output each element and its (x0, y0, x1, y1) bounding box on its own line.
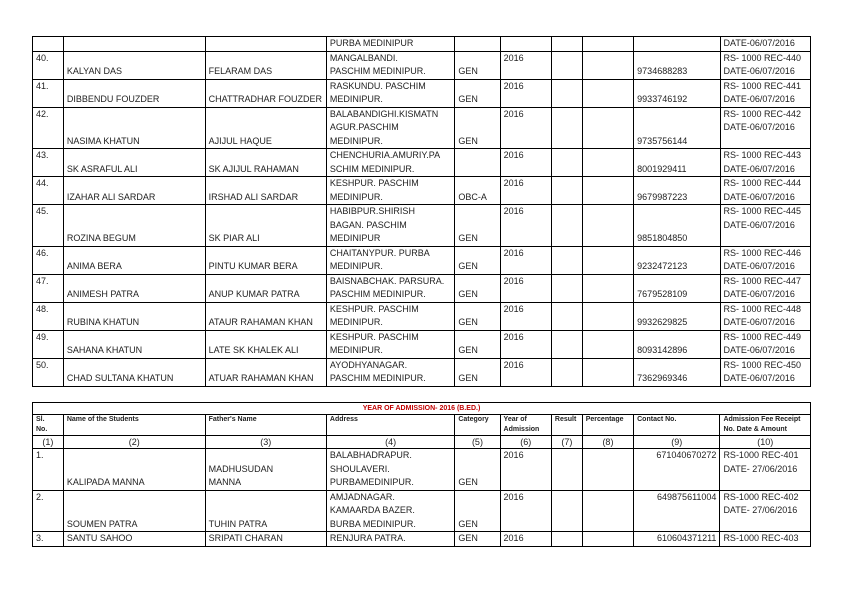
category-cell: GEN (455, 107, 500, 149)
admission-2016-table (32, 402, 811, 547)
percentage-cell (582, 330, 633, 358)
category-cell: GEN (455, 51, 500, 79)
table-row (33, 449, 811, 491)
percentage-cell (582, 205, 633, 247)
table-row (33, 107, 811, 149)
father-name-cell: AJIJUL HAQUE (205, 107, 326, 149)
admission-year-cell: 2016 (500, 330, 551, 358)
contact-cell: 671040670272 (634, 449, 720, 491)
contact-cell: 9933746192 (634, 79, 720, 107)
serial-number-cell: 47. (33, 274, 64, 302)
receipt-cell: RS- 1000 REC-440 DATE-06/07/2016 (720, 51, 811, 79)
receipt-cell: RS-1000 REC-403 (720, 532, 811, 547)
table-title: YEAR OF ADMISSION- 2016 (B.ED.) (33, 403, 811, 415)
column-number: (7) (551, 436, 582, 449)
father-name-cell: PINTU KUMAR BERA (205, 246, 326, 274)
student-name-cell: ANIMA BERA (63, 246, 205, 274)
result-cell (551, 532, 582, 547)
column-header: Address (326, 415, 454, 436)
serial-number-cell: 48. (33, 302, 64, 330)
result-cell (551, 149, 582, 177)
column-number: (2) (63, 436, 205, 449)
serial-number-cell: 1. (33, 449, 64, 491)
column-number: (3) (205, 436, 326, 449)
address-cell: RENJURA PATRA. (326, 532, 454, 547)
address-cell: AMJADNAGAR. KAMAARDA BAZER. BURBA MEDINIPUR. (326, 490, 454, 532)
admission-year-cell: 2016 (500, 302, 551, 330)
category-cell: OBC-A (455, 177, 500, 205)
column-number: (8) (582, 436, 633, 449)
student-name-cell: RUBINA KHATUN (63, 302, 205, 330)
column-header: Admission Fee Receipt No. Date & Amount (720, 415, 811, 436)
category-cell: GEN (455, 532, 500, 547)
receipt-cell: RS- 1000 REC-450 DATE-06/07/2016 (720, 358, 811, 386)
table-row (33, 177, 811, 205)
column-number: (4) (326, 436, 454, 449)
category-cell: GEN (455, 490, 500, 532)
contact-cell: 9679987223 (634, 177, 720, 205)
student-name-cell: NASIMA KHATUN (63, 107, 205, 149)
admission-year-cell: 2016 (500, 532, 551, 547)
father-name-cell: IRSHAD ALI SARDAR (205, 177, 326, 205)
receipt-cell: RS- 1000 REC-449 DATE-06/07/2016 (720, 330, 811, 358)
serial-number-cell: 42. (33, 107, 64, 149)
contact-cell: 9232472123 (634, 246, 720, 274)
result-cell (551, 51, 582, 79)
student-name-cell: ROZINA BEGUM (63, 205, 205, 247)
column-number: (9) (634, 436, 720, 449)
admission-year-cell: 2016 (500, 274, 551, 302)
student-name-cell (63, 37, 205, 52)
category-cell: GEN (455, 330, 500, 358)
receipt-cell: RS-1000 REC-401 DATE- 27/06/2016 (720, 449, 811, 491)
student-name-cell: SANTU SAHOO (63, 532, 205, 547)
percentage-cell (582, 449, 633, 491)
father-name-cell: SK AJIJUL RAHAMAN (205, 149, 326, 177)
contact-cell: 7679528109 (634, 274, 720, 302)
serial-number-cell: 43. (33, 149, 64, 177)
address-cell: KESHPUR. PASCHIM MEDINIPUR. (326, 330, 454, 358)
serial-number-cell (33, 37, 64, 52)
contact-cell (634, 37, 720, 52)
students-table-continued (32, 36, 811, 387)
admission-year-cell: 2016 (500, 205, 551, 247)
percentage-cell (582, 358, 633, 386)
result-cell (551, 107, 582, 149)
column-number: (1) (33, 436, 64, 449)
father-name-cell (205, 37, 326, 52)
table-row (33, 205, 811, 247)
address-cell: MANGALBANDI. PASCHIM MEDINIPUR. (326, 51, 454, 79)
table-row (33, 37, 811, 52)
address-cell: AYODHYANAGAR. PASCHIM MEDINIPUR. (326, 358, 454, 386)
address-cell: BALABHADRAPUR. SHOULAVERI. PURBAMEDINIPUR. (326, 449, 454, 491)
student-name-cell: SK ASRAFUL ALI (63, 149, 205, 177)
father-name-cell: FELARAM DAS (205, 51, 326, 79)
contact-cell: 610604371211 (634, 532, 720, 547)
father-name-cell: SK PIAR ALI (205, 205, 326, 247)
category-cell: GEN (455, 302, 500, 330)
student-name-cell: IZAHAR ALI SARDAR (63, 177, 205, 205)
percentage-cell (582, 51, 633, 79)
result-cell (551, 490, 582, 532)
serial-number-cell: 40. (33, 51, 64, 79)
receipt-cell: RS- 1000 REC-445 DATE-06/07/2016 (720, 205, 811, 247)
admission-year-cell (500, 37, 551, 52)
table-row (33, 274, 811, 302)
result-cell (551, 205, 582, 247)
father-name-cell: ANUP KUMAR PATRA (205, 274, 326, 302)
serial-number-cell: 3. (33, 532, 64, 547)
category-cell: GEN (455, 246, 500, 274)
address-cell: BAISNABCHAK. PARSURA. PASCHIM MEDINIPUR. (326, 274, 454, 302)
contact-cell: 9734688283 (634, 51, 720, 79)
result-cell (551, 177, 582, 205)
column-header: Category (455, 415, 500, 436)
category-cell (455, 37, 500, 52)
serial-number-cell: 2. (33, 490, 64, 532)
father-name-cell: SRIPATI CHARAN (205, 532, 326, 547)
column-number: (10) (720, 436, 811, 449)
column-header: Percentage (582, 415, 633, 436)
father-name-cell: CHATTRADHAR FOUZDER (205, 79, 326, 107)
result-cell (551, 449, 582, 491)
father-name-cell: LATE SK KHALEK ALI (205, 330, 326, 358)
father-name-cell: ATAUR RAHAMAN KHAN (205, 302, 326, 330)
percentage-cell (582, 532, 633, 547)
address-cell: PURBA MEDINIPUR (326, 37, 454, 52)
serial-number-cell: 49. (33, 330, 64, 358)
student-name-cell: KALYAN DAS (63, 51, 205, 79)
serial-number-cell: 50. (33, 358, 64, 386)
percentage-cell (582, 274, 633, 302)
table-row (33, 246, 811, 274)
result-cell (551, 79, 582, 107)
contact-cell: 9735756144 (634, 107, 720, 149)
address-cell: CHAITANYPUR. PURBA MEDINIPUR. (326, 246, 454, 274)
result-cell (551, 330, 582, 358)
result-cell (551, 37, 582, 52)
address-cell: CHENCHURIA.AMURIY.PA SCHIM MEDINIPUR. (326, 149, 454, 177)
address-cell: KESHPUR. PASCHIM MEDINIPUR. (326, 302, 454, 330)
receipt-cell: RS- 1000 REC-442 DATE-06/07/2016 (720, 107, 811, 149)
column-header: Name of the Students (63, 415, 205, 436)
address-cell: KESHPUR. PASCHIM MEDINIPUR. (326, 177, 454, 205)
percentage-cell (582, 107, 633, 149)
serial-number-cell: 45. (33, 205, 64, 247)
admission-year-cell: 2016 (500, 358, 551, 386)
category-cell: GEN (455, 274, 500, 302)
contact-cell: 8093142896 (634, 330, 720, 358)
student-name-cell: KALIPADA MANNA (63, 449, 205, 491)
address-cell: RASKUNDU. PASCHIM MEDINIPUR. (326, 79, 454, 107)
serial-number-cell: 44. (33, 177, 64, 205)
admission-year-cell: 2016 (500, 51, 551, 79)
receipt-cell: RS- 1000 REC-441 DATE-06/07/2016 (720, 79, 811, 107)
column-header: Result (551, 415, 582, 436)
address-cell: BALABANDIGHI.KISMATN AGUR.PASCHIM MEDINIPUR. (326, 107, 454, 149)
contact-cell: 9851804850 (634, 205, 720, 247)
father-name-cell: ATUAR RAHAMAN KHAN (205, 358, 326, 386)
student-name-cell: CHAD SULTANA KHATUN (63, 358, 205, 386)
table-row (33, 330, 811, 358)
table-row (33, 79, 811, 107)
category-cell: GEN (455, 449, 500, 491)
receipt-cell: RS- 1000 REC-448 DATE-06/07/2016 (720, 302, 811, 330)
receipt-cell: RS- 1000 REC-447 DATE-06/07/2016 (720, 274, 811, 302)
student-name-cell: DIBBENDU FOUZDER (63, 79, 205, 107)
student-name-cell: ANIMESH PATRA (63, 274, 205, 302)
result-cell (551, 302, 582, 330)
column-header: Sl. No. (33, 415, 64, 436)
admission-year-cell: 2016 (500, 107, 551, 149)
table-row (33, 490, 811, 532)
admission-year-cell: 2016 (500, 149, 551, 177)
percentage-cell (582, 37, 633, 52)
table-row (33, 302, 811, 330)
table-row (33, 358, 811, 386)
student-name-cell: SOUMEN PATRA (63, 490, 205, 532)
category-cell: GEN (455, 205, 500, 247)
receipt-cell: RS- 1000 REC-446 DATE-06/07/2016 (720, 246, 811, 274)
serial-number-cell: 46. (33, 246, 64, 274)
table-row (33, 532, 811, 547)
receipt-cell: DATE-06/07/2016 (720, 37, 811, 52)
result-cell (551, 246, 582, 274)
receipt-cell: RS- 1000 REC-443 DATE-06/07/2016 (720, 149, 811, 177)
contact-cell: 649875611004 (634, 490, 720, 532)
admission-year-cell: 2016 (500, 449, 551, 491)
contact-cell: 7362969346 (634, 358, 720, 386)
percentage-cell (582, 79, 633, 107)
column-number: (5) (455, 436, 500, 449)
admission-year-cell: 2016 (500, 177, 551, 205)
result-cell (551, 274, 582, 302)
contact-cell: 9932629825 (634, 302, 720, 330)
result-cell (551, 358, 582, 386)
category-cell: GEN (455, 79, 500, 107)
percentage-cell (582, 149, 633, 177)
address-cell: HABIBPUR.SHIRISH BAGAN. PASCHIM MEDINIPUR (326, 205, 454, 247)
category-cell (455, 149, 500, 177)
student-name-cell: SAHANA KHATUN (63, 330, 205, 358)
father-name-cell: MADHUSUDAN MANNA (205, 449, 326, 491)
percentage-cell (582, 302, 633, 330)
table-row (33, 149, 811, 177)
column-header: Contact No. (634, 415, 720, 436)
contact-cell: 8001929411 (634, 149, 720, 177)
serial-number-cell: 41. (33, 79, 64, 107)
admission-year-cell: 2016 (500, 79, 551, 107)
admission-year-cell: 2016 (500, 490, 551, 532)
column-header: Father's Name (205, 415, 326, 436)
percentage-cell (582, 246, 633, 274)
percentage-cell (582, 490, 633, 532)
receipt-cell: RS- 1000 REC-444 DATE-06/07/2016 (720, 177, 811, 205)
percentage-cell (582, 177, 633, 205)
admission-year-cell: 2016 (500, 246, 551, 274)
table-row (33, 51, 811, 79)
father-name-cell: TUHIN PATRA (205, 490, 326, 532)
column-header: Year of Admission (500, 415, 551, 436)
category-cell: GEN (455, 358, 500, 386)
receipt-cell: RS-1000 REC-402 DATE- 27/06/2016 (720, 490, 811, 532)
column-number: (6) (500, 436, 551, 449)
